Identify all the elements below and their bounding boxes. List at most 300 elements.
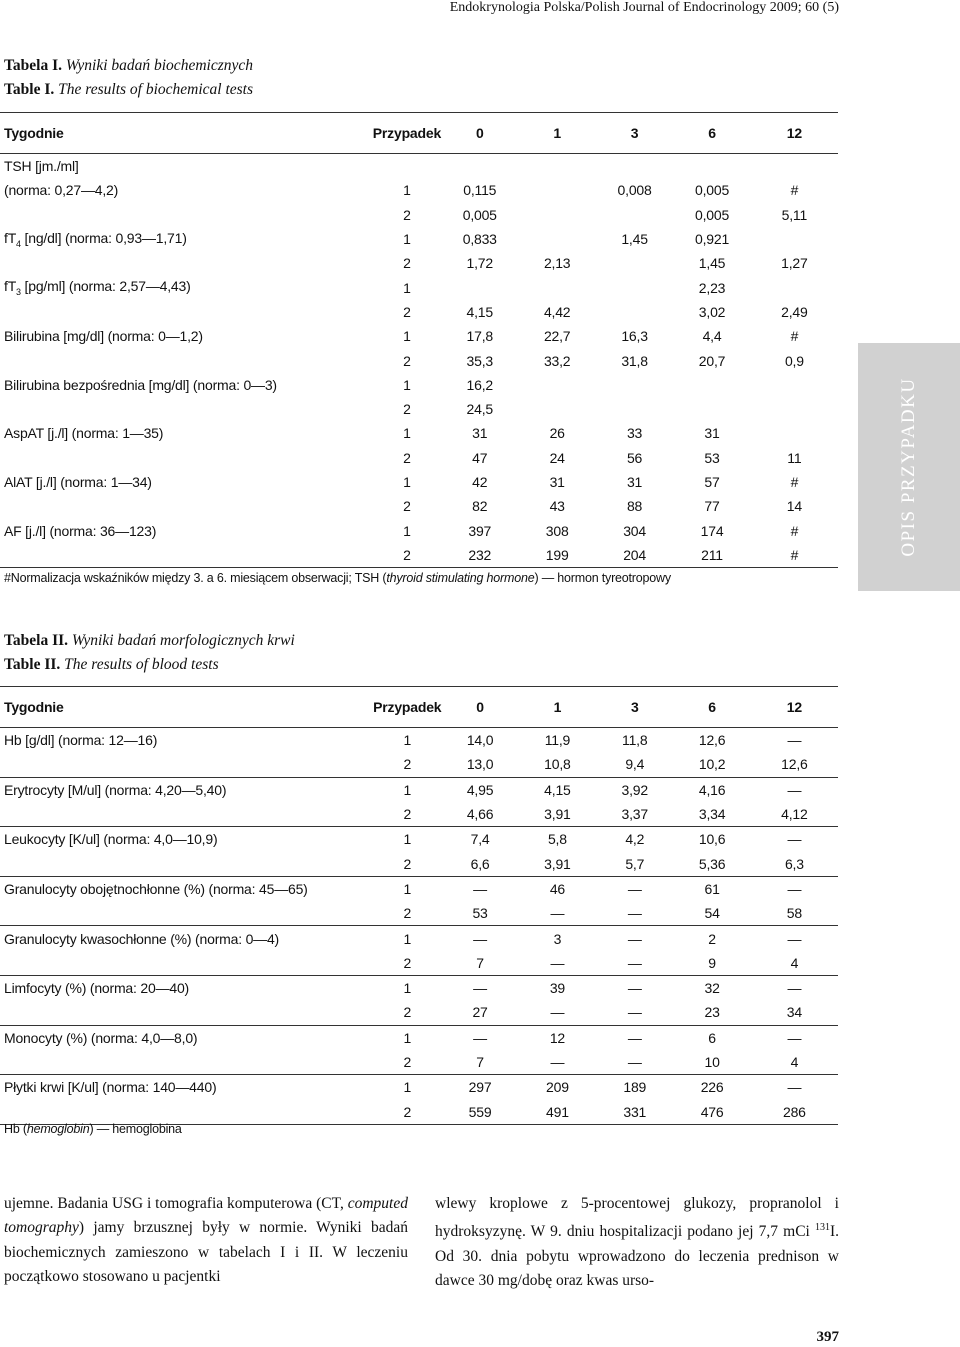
table2-value-cell: 491: [546, 1103, 569, 1120]
table2-case-cell: 2: [403, 905, 412, 922]
table1-value-cell: 24,5: [466, 401, 493, 418]
table1-header-week: 6: [708, 125, 716, 141]
table1-value-cell: 0,005: [462, 206, 497, 223]
table2-caption-pl-prefix: Tabela II.: [4, 632, 69, 649]
table1-value-cell: 4,42: [543, 303, 571, 320]
table1-row-label: AF [j./l] (norma: 36—123): [4, 522, 157, 539]
table2-row-label: [0, 951, 373, 976]
table2-value-cell: 331: [623, 1103, 647, 1120]
table2-value-cell: 32: [704, 980, 720, 997]
table2-value-cell: 189: [623, 1079, 647, 1096]
table1-case-cell: 1: [403, 474, 411, 490]
table1-case-cell: 1: [403, 376, 411, 393]
table1-case-cell: 1: [403, 425, 411, 442]
table1-value-cell: [596, 300, 673, 324]
table2-value-cell: 6: [708, 1029, 716, 1046]
table2-case-cell: 1: [403, 1029, 412, 1046]
table1-value-cell: [596, 154, 673, 179]
table2-value-cell: 4,12: [781, 806, 808, 823]
table2-value-cell: 297: [468, 1079, 492, 1096]
table1-value-cell: 304: [623, 522, 646, 539]
table1-header-week: 12: [786, 125, 802, 141]
table1-value-cell: #: [790, 474, 799, 490]
table2-header-week: 3: [630, 699, 639, 715]
table1-value-cell: [596, 251, 673, 275]
table1-row-label: TSH [jm./ml]: [4, 158, 79, 175]
table2-header-week: 6: [708, 699, 716, 715]
table2-row: [0, 1050, 838, 1075]
table1-caption-en-prefix: Table I.: [4, 81, 55, 98]
table1-value-cell: 0,005: [695, 206, 730, 223]
page-number: 397: [816, 1329, 839, 1345]
table2-row: [0, 1075, 838, 1100]
table2-value-cell: —: [787, 880, 802, 897]
table1-value-cell: 0,005: [695, 182, 730, 199]
table1-row: [0, 494, 838, 518]
table2-row: [0, 1099, 838, 1124]
table1-row-label: [0, 251, 373, 275]
section-tab: [858, 343, 960, 591]
table1-value-cell: 204: [623, 546, 646, 563]
table1-row-label: (norma: 0,27—4,2): [4, 182, 119, 199]
table1-row: [0, 518, 838, 542]
table1-value-cell: 0,9: [784, 352, 804, 369]
table1-row-label: Bilirubina bezpośrednia [mg/dl] (norma: 0—3): [4, 376, 277, 393]
table1-case-cell: [373, 154, 441, 179]
table1-value-cell: [596, 203, 673, 227]
table2-row-label: [0, 1099, 373, 1124]
table1-row: [0, 397, 838, 421]
table2-value-cell: —: [473, 880, 487, 897]
table1-value-cell: 16,3: [621, 328, 648, 345]
table1-value-cell: [518, 227, 595, 251]
table1-value-cell: #: [790, 546, 799, 563]
table2-header-weeks: Tygodnie: [4, 699, 64, 715]
table1-header-week: 1: [553, 125, 561, 141]
table2-value-cell: —: [473, 930, 487, 947]
table1-value-cell: 5,11: [781, 206, 808, 223]
table1-value-cell: 2,49: [781, 303, 808, 320]
table2-value-cell: 11,9: [544, 732, 571, 749]
table1-value-cell: [751, 421, 838, 445]
table1-case-cell: 1: [403, 279, 411, 296]
table1-value-cell: 35,3: [466, 352, 493, 369]
table1-row-label: Bilirubina [mg/dl] (norma: 0—1,2): [4, 328, 203, 345]
table2-case-cell: 2: [403, 756, 412, 773]
table1-row: [0, 178, 838, 202]
table1-row-label: [0, 300, 373, 324]
table2-value-cell: 5,8: [547, 831, 567, 848]
table2-value-cell: 61: [704, 880, 720, 897]
table1-value-cell: 26: [549, 425, 565, 442]
table1-case-cell: 1: [403, 182, 411, 199]
table1-value-cell: [673, 154, 750, 179]
table2-row-label: Płytki krwi [K/ul] (norma: 140—440): [4, 1079, 217, 1096]
table2-value-cell: —: [550, 1054, 565, 1070]
table1-caption-en-title: The results of biochemical tests: [58, 81, 254, 98]
table1-value-cell: 31: [549, 474, 565, 490]
table1-value-cell: 232: [468, 546, 492, 563]
table2-value-cell: —: [473, 1029, 487, 1046]
table2-value-cell: —: [627, 880, 642, 897]
section-tab-label: OPIS PRZYPADKU: [898, 377, 919, 557]
table1-case-cell: 1: [403, 522, 411, 539]
table2-case-cell: 1: [403, 880, 412, 897]
table2-row: [0, 802, 838, 827]
table1-case-cell: 2: [403, 255, 411, 272]
table2-value-cell: 13,0: [466, 756, 494, 773]
table1-row-label: [0, 397, 373, 421]
table1-footnote: #Normalizacja wskaźników między 3. a 6. miesiącem obserwacji; TSH (thyroid stimulating hormone) — hormon tyreotropowy: [4, 571, 671, 585]
table1-case-cell: 2: [403, 352, 411, 369]
table1-value-cell: 199: [545, 546, 569, 563]
table1-row-label: $fT_3$ [pg/ml] (norma: 2,57—4,43): [4, 278, 191, 298]
table1-header-weeks: Tygodnie: [4, 125, 64, 141]
table1-case-cell: 2: [403, 546, 411, 563]
table2-value-cell: —: [787, 831, 802, 848]
table1-row: [0, 446, 838, 470]
table1-row: [0, 324, 838, 348]
table2-value-cell: 11,8: [622, 732, 648, 749]
table2-case-cell: 1: [403, 1079, 412, 1096]
table2-value-cell: —: [787, 732, 802, 749]
table2-value-cell: —: [627, 905, 642, 922]
table1-row-label: AlAT [j./l] (norma: 1—34): [4, 474, 152, 490]
table2-value-cell: —: [627, 1029, 642, 1046]
table1-value-cell: [751, 275, 838, 299]
table2-value-cell: 4,15: [544, 781, 571, 798]
table1-value-cell: [518, 203, 595, 227]
table1-case-cell: 2: [403, 303, 411, 320]
table2-header-week: 1: [553, 699, 562, 715]
table2-value-cell: 3,91: [544, 855, 571, 872]
table2-value-cell: 3,91: [544, 806, 571, 823]
table2-value-cell: 209: [546, 1079, 569, 1096]
table2-value-cell: 39: [549, 980, 565, 997]
table2-caption-en-prefix: Table II.: [4, 656, 61, 673]
table2-value-cell: 54: [704, 905, 720, 922]
table2-value-cell: 23: [704, 1004, 720, 1021]
table2-row-label: [0, 901, 373, 926]
biochemical-results-table: [0, 112, 838, 568]
table1-value-cell: 16,2: [466, 376, 493, 393]
table2-value-cell: —: [787, 1029, 802, 1046]
table2-row-label: [0, 802, 373, 827]
table2-case-cell: 2: [403, 806, 412, 823]
table1-value-cell: 397: [468, 522, 492, 539]
table2-caption-pl-title: Wyniki badań morfologicznych krwi: [71, 632, 295, 649]
table1-value-cell: 11: [787, 449, 802, 466]
table1-value-cell: 308: [545, 522, 569, 539]
table1-row: [0, 348, 838, 372]
table1-header-case: Przypadek: [372, 125, 442, 141]
table1-value-cell: 17,8: [466, 328, 493, 345]
table1-row-label: $fT_4$ [ng/dl] (norma: 0,93—1,71): [4, 229, 187, 249]
table1-case-cell: 1: [403, 328, 411, 345]
table2-header-week: 0: [476, 699, 484, 715]
table1-value-cell: [596, 275, 673, 299]
table1-value-cell: 1,45: [621, 231, 648, 248]
table1-value-cell: 57: [704, 474, 720, 490]
table2-row-label: [0, 851, 373, 876]
table2-value-cell: 9: [708, 954, 716, 971]
table1-case-cell: 2: [403, 401, 411, 418]
table1-value-cell: 0,833: [462, 231, 497, 248]
table1-value-cell: 88: [626, 498, 643, 515]
table2-value-cell: 9,4: [625, 756, 645, 773]
table2-row-label: Erytrocyty [M/ul] (norma: 4,20—5,40): [4, 781, 227, 798]
table2-value-cell: 46: [549, 880, 565, 897]
table1-value-cell: 174: [700, 522, 724, 539]
table2-case-cell: 1: [403, 732, 412, 749]
table1-value-cell: 2,23: [698, 279, 726, 296]
table1-value-cell: 0,008: [617, 182, 652, 199]
table1-value-cell: 22,7: [543, 328, 571, 345]
table1-value-cell: 33,2: [543, 352, 571, 369]
table2-value-cell: —: [627, 954, 642, 971]
table1-value-cell: 77: [704, 498, 720, 515]
table1-value-cell: 31,8: [621, 352, 648, 369]
table2-row: [0, 851, 838, 876]
table2-case-cell: 1: [403, 781, 412, 798]
table2-value-cell: —: [787, 930, 802, 947]
table2-value-cell: 4,2: [625, 831, 645, 848]
table2-value-cell: —: [787, 1079, 802, 1096]
table1-caption-pl-prefix: Tabela I.: [4, 57, 63, 74]
table1-value-cell: [751, 397, 838, 421]
table2-value-cell: —: [627, 1004, 642, 1021]
table1-value-cell: #: [790, 182, 799, 199]
table2-value-cell: —: [627, 1054, 642, 1070]
table2-value-cell: 58: [786, 905, 802, 922]
table2-value-cell: 27: [472, 1004, 488, 1021]
table2-footnote: Hb (hemoglobin) — hemoglobina: [4, 1122, 182, 1136]
table2-value-cell: 4: [790, 1054, 799, 1070]
table1-value-cell: 43: [549, 498, 565, 515]
table2-value-cell: 4,16: [698, 781, 726, 798]
table1-row-label: [0, 446, 373, 470]
table2-value-cell: —: [787, 980, 802, 997]
table2-row: [0, 728, 838, 753]
table2-value-cell: 6,6: [470, 855, 490, 872]
table1-caption: [4, 54, 253, 102]
table2-row-label: [0, 752, 373, 777]
table1-value-cell: [673, 397, 750, 421]
table2-case-cell: 2: [403, 1054, 412, 1070]
table2-value-cell: 53: [472, 905, 488, 922]
table2-row-label: Leukocyty [K/ul] (norma: 4,0—10,9): [4, 831, 218, 848]
table2-row: [0, 975, 838, 1000]
table1-value-cell: [441, 154, 518, 179]
blood-test-table: [0, 686, 838, 1125]
table1-case-cell: 2: [403, 206, 411, 223]
table2-row-label: Monocyty (%) (norma: 4,0—8,0): [4, 1029, 198, 1046]
table2-value-cell: 4: [790, 954, 799, 971]
table1-value-cell: 1,45: [698, 255, 726, 272]
table1-value-cell: 31: [626, 474, 643, 490]
table2-value-cell: 12,6: [698, 732, 726, 749]
table1-row: [0, 203, 838, 227]
table1-value-cell: #: [790, 328, 799, 345]
table2-row: [0, 827, 838, 852]
table1-caption-pl-title: Wyniki badań biochemicznych: [65, 57, 253, 74]
table1-row: [0, 227, 838, 251]
table2-value-cell: 3: [553, 930, 562, 947]
table1-value-cell: 56: [626, 449, 643, 466]
table1-value-cell: [673, 373, 750, 397]
table1-value-cell: [596, 397, 673, 421]
table2-row-label: Granulocyty obojętnochłonne (%) (norma: 45—65): [4, 880, 308, 897]
table2-value-cell: 7: [476, 954, 484, 971]
table1-value-cell: 14: [786, 498, 802, 515]
table2-value-cell: 226: [700, 1079, 724, 1096]
table1-value-cell: 53: [704, 449, 720, 466]
table2-row: [0, 1025, 838, 1050]
table2-case-cell: 2: [403, 954, 412, 971]
table2-value-cell: 286: [783, 1103, 806, 1120]
table2-value-cell: 5,36: [698, 855, 726, 872]
table1-value-cell: 47: [472, 449, 488, 466]
table1-row-label: [0, 203, 373, 227]
table1-row-label: [0, 494, 373, 518]
table1-row: [0, 470, 838, 494]
table2-header-case: Przypadek: [373, 699, 442, 715]
table2-value-cell: 2: [708, 930, 716, 947]
body-text-right-column: wlewy kroplowe z 5-procentowej glukozy, propranolol i hydroksyzynę. W 9. dniu hospitalizacji podano jej 7,7 mCi $^{131}$I. Od 30. dnia pobytu wprowadzono do leczenia prednison w dawce 30 mg/dobę oraz kwas urso-: [435, 1195, 839, 1290]
table1-header-row: [0, 113, 838, 154]
table1-value-cell: 0,921: [695, 231, 730, 248]
table2-value-cell: —: [473, 980, 487, 997]
table1-value-cell: [518, 373, 595, 397]
table2-value-cell: —: [627, 930, 642, 947]
table2-case-cell: 1: [403, 930, 412, 947]
table2-value-cell: 10,2: [698, 756, 726, 773]
table1-header-week: 0: [475, 125, 484, 141]
table2-value-cell: 12: [549, 1029, 565, 1046]
table1-value-cell: 42: [472, 474, 488, 490]
table1-case-cell: 2: [403, 498, 411, 515]
table2-row-label: [0, 1000, 373, 1025]
table1-value-cell: 1,27: [781, 255, 808, 272]
table2-value-cell: —: [550, 905, 565, 922]
table1-row: [0, 300, 838, 324]
table1-value-cell: [518, 397, 595, 421]
table2-value-cell: 12,6: [781, 756, 808, 773]
running-head: Endokrynologia Polska/Polish Journal of Endocrinology 2009; 60 (5): [449, 0, 839, 15]
table2-header-week: 12: [786, 699, 802, 715]
table2-value-cell: 6,3: [784, 855, 804, 872]
table2-value-cell: 4,66: [466, 806, 494, 823]
table2-row-label: Limfocyty (%) (norma: 20—40): [4, 980, 190, 997]
table1-value-cell: 2,13: [543, 255, 571, 272]
table1-value-cell: [441, 275, 518, 299]
table1-case-cell: 1: [403, 231, 411, 248]
table1-value-cell: #: [790, 522, 799, 539]
table1-value-cell: 0,115: [463, 182, 497, 199]
table2-row: [0, 901, 838, 926]
table1-value-cell: 31: [472, 425, 488, 442]
table2-row: [0, 926, 838, 951]
table2-value-cell: 10,8: [544, 756, 571, 773]
table2-value-cell: 4,95: [466, 781, 494, 798]
table2-row: [0, 876, 838, 901]
table2-value-cell: 476: [700, 1103, 724, 1120]
table1-row-label: [0, 543, 373, 568]
table1-row: [0, 421, 838, 445]
table2-value-cell: 10,6: [698, 831, 726, 848]
table2-header-row: [0, 687, 838, 728]
table2-value-cell: —: [627, 980, 642, 997]
table2-caption-en-title: The results of blood tests: [64, 656, 219, 673]
table1-row: [0, 251, 838, 275]
table1-value-cell: [751, 154, 838, 179]
table1-value-cell: 24: [549, 449, 565, 466]
table2-value-cell: 3,92: [621, 781, 648, 798]
table1-value-cell: [518, 178, 595, 202]
table2-value-cell: 34: [786, 1004, 802, 1021]
table1-row: [0, 275, 838, 299]
table2-value-cell: 14,0: [466, 732, 494, 749]
table2-value-cell: 10: [704, 1054, 720, 1070]
table2-value-cell: 5,7: [625, 855, 645, 872]
table1-value-cell: [596, 373, 673, 397]
table2-row: [0, 951, 838, 976]
table2-value-cell: —: [550, 1004, 565, 1021]
table1-value-cell: 3,02: [698, 303, 726, 320]
table2-value-cell: 3,34: [698, 806, 726, 823]
table2-row-label: Hb [g/dl] (norma: 12—16): [4, 732, 158, 749]
table2-row: [0, 1000, 838, 1025]
table1-value-cell: 1,72: [466, 255, 493, 272]
table1-value-cell: [518, 154, 595, 179]
table1-value-cell: [751, 373, 838, 397]
table1-row: [0, 543, 838, 568]
table2-row-label: Granulocyty kwasochłonne (%) (norma: 0—4): [4, 930, 280, 947]
table2-caption: [4, 629, 295, 677]
table2-case-cell: 1: [403, 980, 412, 997]
table2-value-cell: 7: [476, 1054, 484, 1070]
table1-value-cell: [751, 227, 838, 251]
table1-value-cell: 4,4: [702, 328, 722, 345]
table1-header-week: 3: [630, 125, 639, 141]
table2-case-cell: 2: [403, 1004, 412, 1021]
table1-value-cell: 82: [472, 498, 488, 515]
table1-value-cell: 31: [704, 425, 720, 442]
table2-case-cell: 2: [403, 1103, 412, 1120]
table1-row: [0, 373, 838, 397]
table1-row: [0, 154, 838, 179]
table2-case-cell: 1: [403, 831, 412, 848]
table2-row: [0, 777, 838, 802]
table1-case-cell: 2: [403, 449, 411, 466]
table1-value-cell: 4,15: [466, 303, 493, 320]
table1-value-cell: [518, 275, 595, 299]
table1-row-label: [0, 348, 373, 372]
table2-case-cell: 2: [403, 855, 412, 872]
table2-value-cell: 559: [468, 1103, 492, 1120]
table2-row: [0, 752, 838, 777]
table2-value-cell: 3,37: [621, 806, 648, 823]
table1-value-cell: 211: [701, 546, 723, 563]
table1-value-cell: 33: [626, 425, 643, 442]
table1-row-label: AspAT [j./l] (norma: 1—35): [4, 425, 164, 442]
table2-row-label: [0, 1050, 373, 1075]
table2-value-cell: —: [550, 954, 565, 971]
table1-value-cell: 20,7: [698, 352, 726, 369]
table2-value-cell: —: [787, 781, 802, 798]
table2-value-cell: 7,4: [470, 831, 490, 848]
body-text-left-column: ujemne. Badania USG i tomografia komputerowa (CT, computed tomography) jamy brzusznej były w normie. Wyniki badań biochemicznych zamieszono w tabelach I i II. W leczeniu początkowo stosowano u pacjentki: [4, 1195, 408, 1285]
